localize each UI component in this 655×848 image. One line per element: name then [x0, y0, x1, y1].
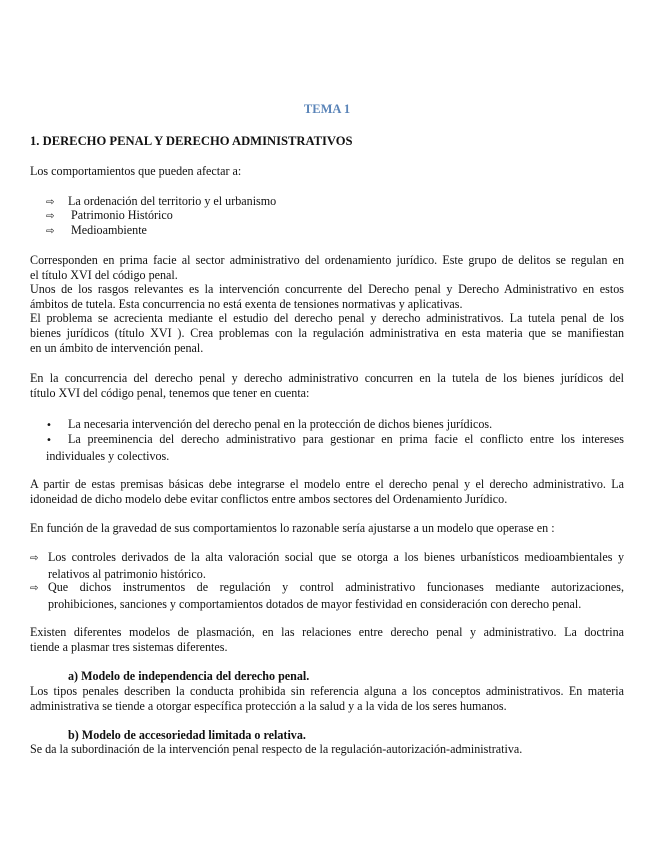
paragraph: En la concurrencia del derecho penal y derecho administrativo concurren en la tutela de los bienes jurídicos del título XVI del código penal, tenemos que tener en cuenta: — [30, 371, 624, 400]
paragraph: En función de la gravedad de sus comportamientos lo razonable sería ajustarse a un modelo que operase en : — [30, 521, 555, 535]
bullet-icon: • — [46, 435, 52, 446]
paragraph: Existen diferentes modelos de plasmación, en las relaciones entre derecho penal y administrativo. La doctrina tiende a plasmar tres sistemas diferentes. — [30, 625, 624, 654]
intro-text: Los comportamientos que pueden afectar a: — [30, 164, 242, 178]
arrow-icon: ⇨ — [30, 553, 39, 564]
list-item: ⇨ Que dichos instrumentos de regulación y control administrativo funcionases mediante autorizaciones, prohibiciones, sanciones y comportamientos dotados de mayor festividad en consideración con derecho penal. — [30, 580, 624, 611]
paragraph: Corresponden en prima facie al sector administrativo del ordenamiento jurídico. Este grupo de delitos se regulan en el título XVI del código penal. Unos de los rasgos relevantes es la intervención concurrente del Derecho penal y Derecho Administrativo en estos ámbitos de tutela. Esta concurrencia no está exenta de tensiones normativas y aplicativas. El problema se acrecienta mediante el estudio del derecho penal y derecho administrativos. La tutela penal de los bienes jurídicos (título XVI ). Crea problemas con la regulación administrativa en esta materia que se manifiestan en un ámbito de intervención penal. — [30, 253, 624, 355]
paragraph: Se da la subordinación de la intervención penal respecto de la regulación-autorización-administrativa. — [30, 742, 523, 756]
list-item: ⇨ Patrimonio Histórico — [46, 208, 173, 225]
list-item: • La preeminencia del derecho administrativo para gestionar en prima facie el conflicto entre los intereses individuales y colectivos. — [46, 432, 624, 463]
page-title: TEMA 1 — [303, 102, 351, 116]
section-heading: 1. DERECHO PENAL Y DERECHO ADMINISTRATIVOS — [30, 134, 353, 148]
arrow-icon: ⇨ — [30, 583, 39, 594]
list-item: ⇨ Medioambiente — [46, 223, 147, 240]
arrow-icon: ⇨ — [46, 197, 55, 208]
subsection-heading-b: b) Modelo de accesoriedad limitada o relativa. — [68, 728, 306, 742]
list-item: ⇨ Los controles derivados de la alta valoración social que se otorga a los bienes urbanísticos medioambientales y relativos al patrimonio histórico. — [30, 550, 624, 581]
paragraph: A partir de estas premisas básicas debe integrarse el modelo entre el derecho penal y el derecho administrativo. La idoneidad de dicho modelo debe evitar conflictos entre ambos sectores del Ordenamiento Jurídico. — [30, 477, 624, 506]
list-item: • La necesaria intervención del derecho penal en la protección de dichos bienes jurídicos. — [46, 417, 492, 434]
bullet-icon: • — [46, 420, 52, 431]
arrow-icon: ⇨ — [46, 226, 55, 237]
arrow-icon: ⇨ — [46, 211, 55, 222]
subsection-heading-a: a) Modelo de independencia del derecho penal. — [68, 669, 310, 683]
list-item: ⇨ La ordenación del territorio y el urbanismo — [46, 194, 276, 211]
paragraph: Los tipos penales describen la conducta prohibida sin referencia alguna a los conceptos administrativos. En materia administrativa se tiende a otorgar específica protección a la salud y a la vida de los seres humanos. — [30, 684, 624, 713]
